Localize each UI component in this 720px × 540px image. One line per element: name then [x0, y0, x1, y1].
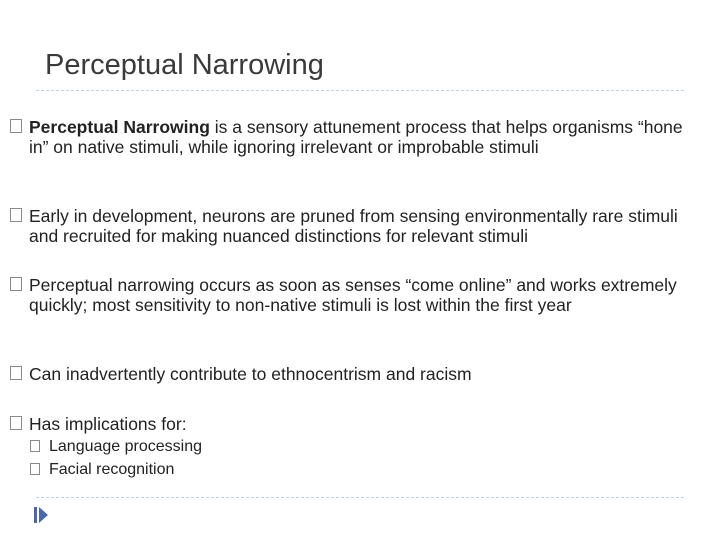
sub-bullet-item: [30, 460, 174, 480]
bullet-item: [10, 117, 700, 157]
box-bullet-icon: [10, 366, 22, 380]
title-divider: [36, 90, 684, 91]
bullet-item: [10, 414, 700, 434]
bullet-text: Early in development, neurons are pruned from sensing environmentally rare stimuli and recruited for making nuanced distinctions for relevant stimuli: [29, 206, 678, 246]
sub-bullet-item: [30, 437, 202, 457]
box-bullet-icon: [10, 208, 22, 222]
slide-nav-arrow-icon[interactable]: [33, 505, 49, 525]
bullet-text: Can inadvertently contribute to ethnocentrism and racism: [29, 364, 472, 384]
bullet-item: [10, 275, 700, 315]
bullet-text: Perceptual narrowing occurs as soon as senses “come online” and works extremely quickly; most sensitivity to non-native stimuli is lost within the first year: [29, 275, 677, 315]
box-bullet-icon: [30, 463, 40, 475]
bullet-item: [10, 364, 700, 384]
bullet-bold-term: Perceptual Narrowing: [29, 117, 210, 137]
nav-arrow-shape: [39, 507, 48, 523]
footer-divider: [36, 497, 684, 498]
box-bullet-icon: [10, 416, 22, 430]
box-bullet-icon: [10, 277, 22, 291]
bullet-text: Has implications for:: [29, 414, 187, 434]
bullet-item: [10, 206, 700, 246]
slide-title: Perceptual Narrowing: [45, 49, 324, 81]
nav-bar-shape: [34, 507, 37, 523]
sub-bullet-text: Facial recognition: [49, 461, 175, 478]
box-bullet-icon: [30, 440, 40, 452]
box-bullet-icon: [10, 119, 22, 133]
sub-bullet-text: Language processing: [49, 438, 203, 455]
bullet-body: is a sensory attunement process that helps organisms “hone in” on native stimuli, while ignoring irrelevant or improbable stimuli: [29, 117, 683, 157]
bullet-text: [29, 117, 700, 157]
